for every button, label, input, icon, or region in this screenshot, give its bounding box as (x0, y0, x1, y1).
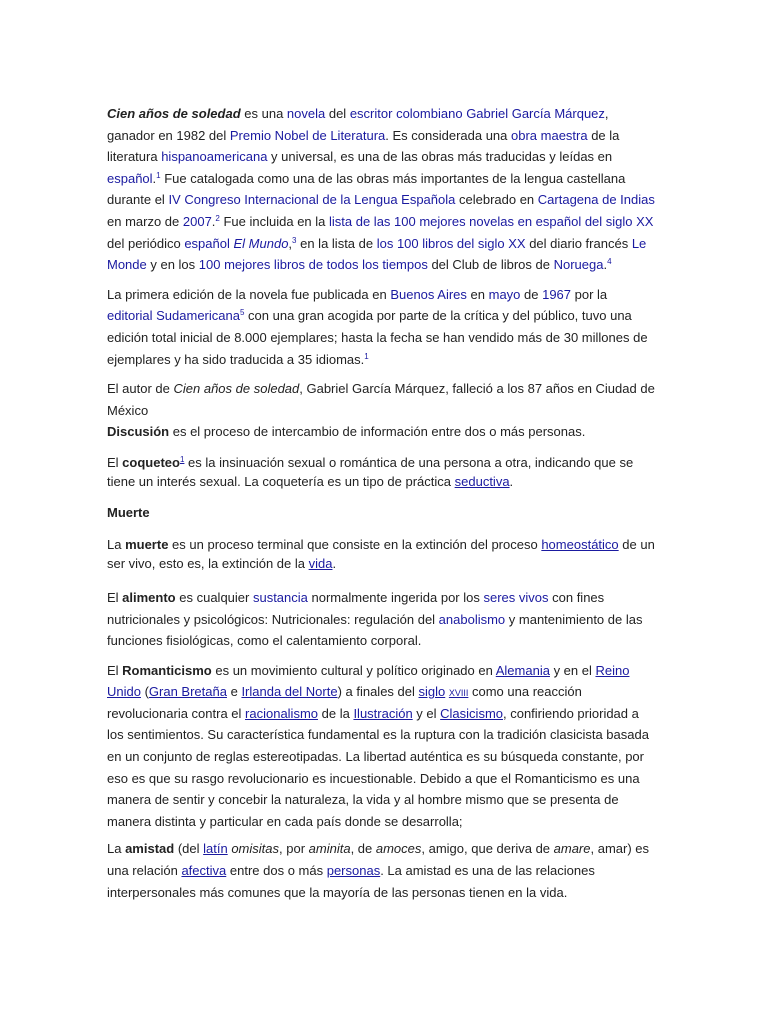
link-seres-vivos[interactable]: seres vivos (483, 589, 549, 605)
reference-5[interactable]: 5 (239, 308, 245, 318)
reference-1[interactable]: 1 (156, 170, 161, 180)
link-afectiva[interactable]: afectiva (181, 863, 227, 879)
paragraph-alimento: El alimento es cualquier sustancia normalmente ingerida por los seres vivos con fines nutricionales y psicológicos: Nutricionales: regulación del anabolismo y mantenimiento de las funciones fisiológicas, como el calentamiento corporal. (107, 589, 643, 649)
term-romanticismo: Romanticismo (122, 662, 212, 678)
reference-3[interactable]: 3 (292, 235, 297, 245)
link-noruega[interactable]: Noruega (553, 257, 604, 273)
paragraph-discusion: Discusión es el proceso de intercambio de información entre dos o más personas. (107, 424, 586, 440)
link-obra-maestra[interactable]: obra maestra (511, 127, 588, 143)
link-reino-unido[interactable]: Reino Unido (107, 662, 630, 700)
link-buenos-aires[interactable]: Buenos Aires (390, 286, 467, 302)
link-irlanda-del-norte[interactable]: Irlanda del Norte (241, 684, 338, 700)
link-personas[interactable]: personas (326, 863, 381, 879)
link-clasicismo[interactable]: Clasicismo (440, 705, 503, 721)
link-anabolismo[interactable]: anabolismo (438, 611, 506, 627)
link-escritor[interactable]: escritor (349, 106, 393, 121)
link-el-mundo[interactable]: El Mundo (233, 235, 289, 251)
link-hispanoamericana[interactable]: hispanoamericana (161, 149, 268, 165)
term-discusion: Discusión (107, 424, 170, 440)
term-amistad: amistad (125, 841, 175, 857)
link-seductiva[interactable]: seductiva (454, 473, 510, 489)
link-siglo[interactable]: siglo (418, 684, 446, 700)
term-muerte: muerte (125, 536, 169, 552)
link-100-mejores-libros[interactable]: 100 mejores libros de todos los tiempos (198, 257, 428, 273)
link-sustancia[interactable]: sustancia (252, 589, 308, 605)
paragraph-autor: El autor de Cien años de soledad, Gabriel García Márquez, falleció a los 87 años en Ciudad de México (107, 381, 655, 418)
reference-coqueteo[interactable]: 1 (179, 454, 185, 464)
paragraph-muerte: La muerte es un proceso terminal que consiste en la extinción del proceso homeostático de un ser vivo, esto es, la extinción de la vida. (107, 536, 655, 571)
link-lista-100-novelas[interactable]: lista de las 100 mejores novelas en español del siglo XX (329, 213, 654, 229)
link-novela[interactable]: novela (286, 106, 326, 121)
link-1967[interactable]: 1967 (542, 286, 572, 302)
link-alemania[interactable]: Alemania (495, 662, 550, 678)
link-mayo[interactable]: mayo (488, 286, 521, 302)
book-title: Cien años de soledad (107, 106, 241, 121)
link-congreso[interactable]: IV Congreso Internacional de la Lengua Española (168, 192, 456, 208)
term-alimento: alimento (122, 589, 176, 605)
reference-1b[interactable]: 1 (364, 351, 369, 361)
link-colombiano[interactable]: colombiano (396, 106, 463, 121)
link-premio-nobel[interactable]: Premio Nobel de Literatura (229, 127, 386, 143)
link-le-monde[interactable]: Le Monde (107, 235, 647, 273)
paragraph-primera-edicion: La primera edición de la novela fue publicada en Buenos Aires en mayo de 1967 por la editorial Sudamericana$^5$ con una gran acogida por parte de la crítica y del público, tuvo una edición total inicial de 8.000 ejemplares; hasta la fecha se han vendido más de 30 millones de ejemplares y ha sido traducida a 35 idiomas.$^1$ (107, 286, 648, 367)
link-espanol[interactable]: español (107, 170, 153, 186)
link-editorial-sudamericana[interactable]: editorial Sudamericana (107, 308, 240, 324)
link-racionalismo[interactable]: racionalismo (245, 705, 319, 721)
link-cartagena[interactable]: Cartagena de Indias (537, 192, 655, 208)
link-homeostatico[interactable]: homeostático (541, 536, 619, 552)
link-100-libros[interactable]: los 100 libros del siglo XX (376, 235, 526, 251)
reference-2[interactable]: 2 (215, 213, 220, 223)
reference-4[interactable]: 4 (607, 257, 612, 267)
link-2007[interactable]: 2007 (182, 213, 212, 229)
heading-muerte: Muerte (107, 504, 150, 520)
link-garcia-marquez[interactable]: Gabriel García Márquez (466, 106, 605, 121)
link-vida[interactable]: vida (308, 555, 333, 571)
paragraph-cien-anos: Cien años de soledad es una novela del escritor colombiano Gabriel García Márquez, ganador en 1982 del Premio Nobel de Literatura. Es considerada una obra maestra de la literatura hispanoamericana y universal, es una de las obras más traducidas y leídas en español.$^1$ Fue catalogada como una de las obras más importantes de la lengua castellana durante el IV Congreso Internacional de la Lengua Española celebrado en Cartagena de Indias en marzo de 2007.$^2$ Fue incluida en la lista de las 100 mejores novelas en español del siglo XX del periódico español El Mundo,$^3$ en la lista de los 100 libros del siglo XX del diario francés Le Monde y en los 100 mejores libros de todos los tiempos del Club de libros de Noruega.$^4$ (107, 106, 655, 273)
document-body (107, 103, 655, 903)
link-ilustracion[interactable]: Ilustración (353, 705, 413, 721)
paragraph-coqueteo: El coqueteo$^1$ es la insinuación sexual o romántica de una persona a otra, indicando que se tiene un interés sexual. La coquetería es un tipo de práctica seductiva. (107, 454, 634, 489)
paragraph-romanticismo: El Romanticismo es un movimiento cultural y político originado en Alemania y en el Reino Unido (Gran Bretaña e Irlanda del Norte) a finales del siglo xviii como una reacción revolucionaria contra el racionalismo de la Ilustración y el Clasicismo, confiriendo prioridad a los sentimientos. Su característica fundamental es la ruptura con la tradición clasicista basada en un conjunto de reglas estereotipadas. La libertad auténtica es su búsqueda constante, por eso es que su rasgo revolucionario es incuestionable. Debido a que el Romanticismo es una manera de sentir y concebir la naturaleza, la vida y al hombre mismo que se presenta de manera distinta y particular en cada país donde se desarrolla; (107, 662, 649, 829)
link-gran-bretana[interactable]: Gran Bretaña (148, 684, 227, 700)
link-xviii[interactable]: xviii (448, 684, 469, 700)
term-coqueteo: coqueteo (122, 454, 180, 470)
link-espanol-2[interactable]: español (184, 235, 230, 251)
paragraph-amistad: La amistad (del latín omisitas, por aminita, de amoces, amigo, que deriva de amare, amar) es una relación afectiva entre dos o más personas. La amistad es una de las relaciones interpersonales más comunes que la mayoría de las personas tienen en la vida. (107, 841, 650, 900)
link-latin[interactable]: latín (203, 841, 228, 857)
